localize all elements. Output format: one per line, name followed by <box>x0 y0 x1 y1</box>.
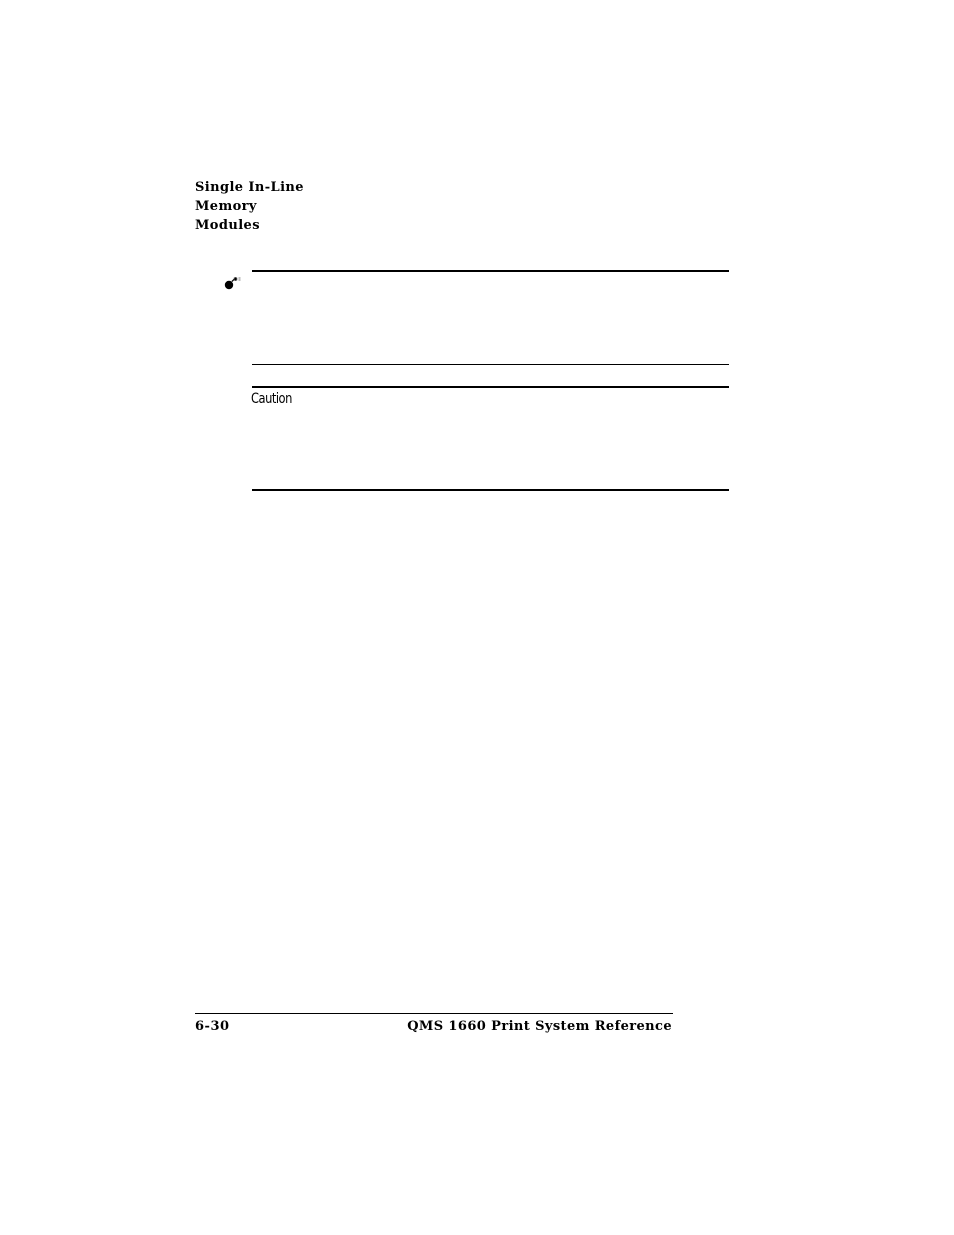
section-heading <box>195 178 355 235</box>
bomb-icon <box>223 276 243 290</box>
page-number: 6-30 <box>195 1019 230 1034</box>
caution-label: Caution <box>251 391 292 407</box>
footer-rule <box>195 1013 673 1014</box>
section-heading-line: Single In-Line <box>195 180 304 195</box>
note-top-rule <box>252 270 729 272</box>
note-bottom-rule <box>252 364 729 365</box>
caution-top-rule <box>252 386 729 388</box>
section-heading-line: Modules <box>195 218 260 233</box>
caution-bottom-rule <box>252 489 729 491</box>
document-title: QMS 1660 Print System Reference <box>407 1019 672 1034</box>
section-heading-line: Memory <box>195 199 257 214</box>
